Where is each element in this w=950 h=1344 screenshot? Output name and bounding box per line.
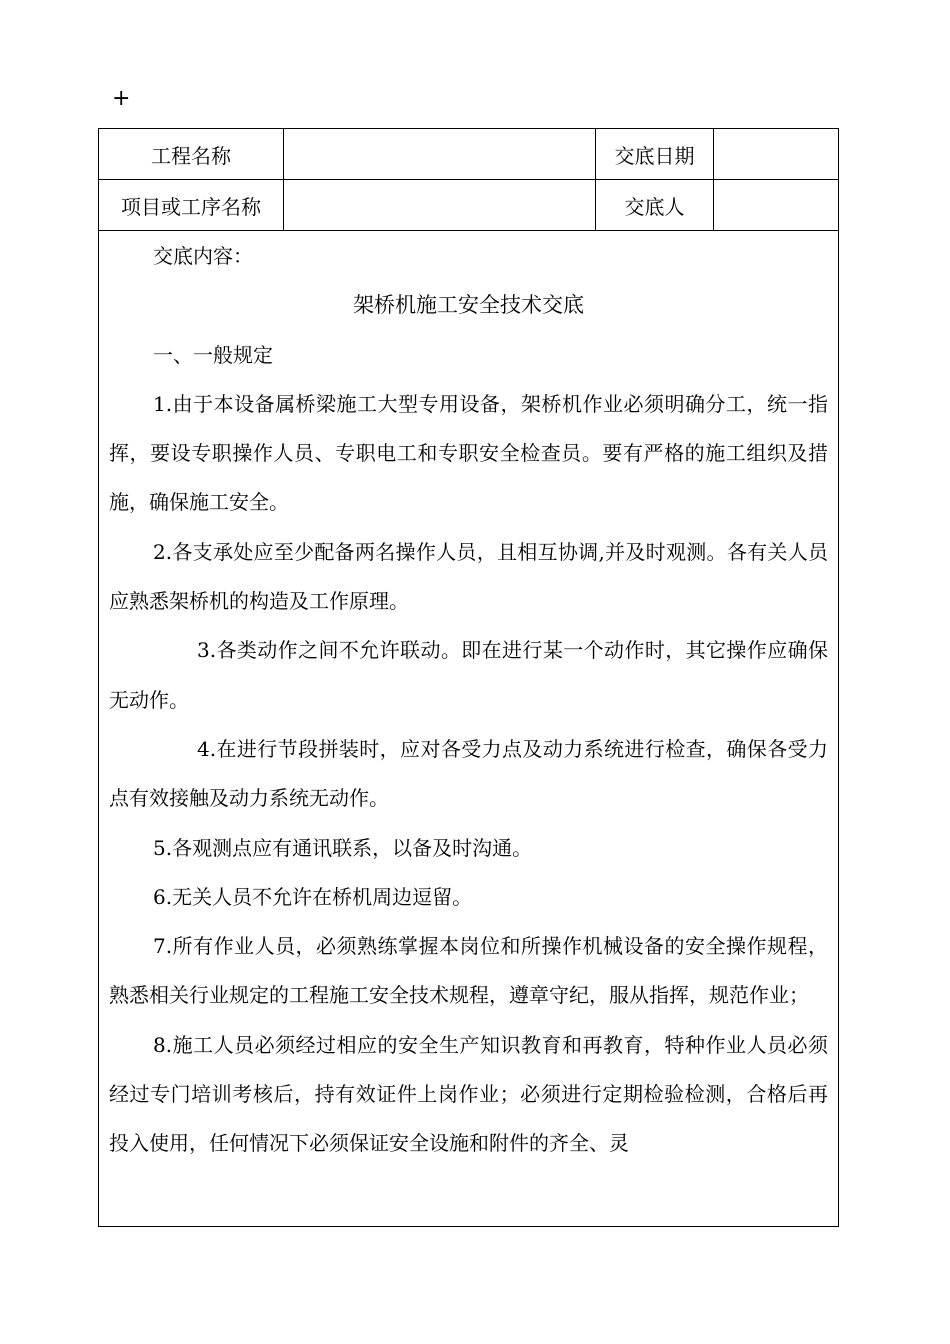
rule-item-3: 3.各类动作之间不允许联动。即在进行某一个动作时，其它操作应确保无动作。 [109,638,828,712]
person-label: 交底人 [596,180,714,230]
item-name-value[interactable] [284,180,596,230]
rule-item-8: 8.施工人员必须经过相应的安全生产知识教育和再教育，特种作业人员必须经过专门培训考核后，持有效证件上岗作业；必须进行定期检验检测，合格后再投入使用，任何情况下必须保证安全设施和附件的齐全、灵 [109,1032,828,1156]
header-row-item [99,180,838,231]
date-label: 交底日期 [596,129,714,179]
rule-item-1: 1.由于本设备属桥梁施工大型专用设备，架桥机作业必须明确分工，统一指挥，要设专职操作人员、专职电工和专职安全检查员。要有严格的施工组织及措施，确保施工安全。 [109,391,828,515]
date-value[interactable] [714,129,838,179]
disclosure-table [98,128,839,1227]
rule-item-5: 5.各观测点应有通讯联系，以备及时沟通。 [153,835,533,860]
rule-item-6: 6.无关人员不允许在桥机周边逗留。 [153,884,473,909]
disclosure-content [99,231,838,1169]
project-name-value[interactable] [284,129,596,179]
item-name-label: 项目或工序名称 [99,180,284,230]
rule-item-2: 2.各支承处应至少配备两名操作人员，且相互协调,并及时观测。各有关人员应熟悉架桥机的构造及工作原理。 [109,539,828,614]
project-name-label: 工程名称 [99,129,284,179]
header-row-project [99,129,838,180]
plus-mark: + [112,86,131,111]
section-heading: 一、一般规定 [153,342,273,367]
document-title: 架桥机施工安全技术交底 [353,293,584,318]
rule-item-4: 4.在进行节段拼装时，应对各受力点及动力系统进行检查，确保各受力点有效接触及动力系统无动作。 [109,736,828,811]
person-value[interactable] [714,180,838,230]
content-intro: 交底内容： [153,244,253,268]
rule-item-7: 7.所有作业人员，必须熟练掌握本岗位和所操作机械设备的安全操作规程，熟悉相关行业规定的工程施工安全技术规程，遵章守纪，服从指挥，规范作业； [109,934,828,1008]
